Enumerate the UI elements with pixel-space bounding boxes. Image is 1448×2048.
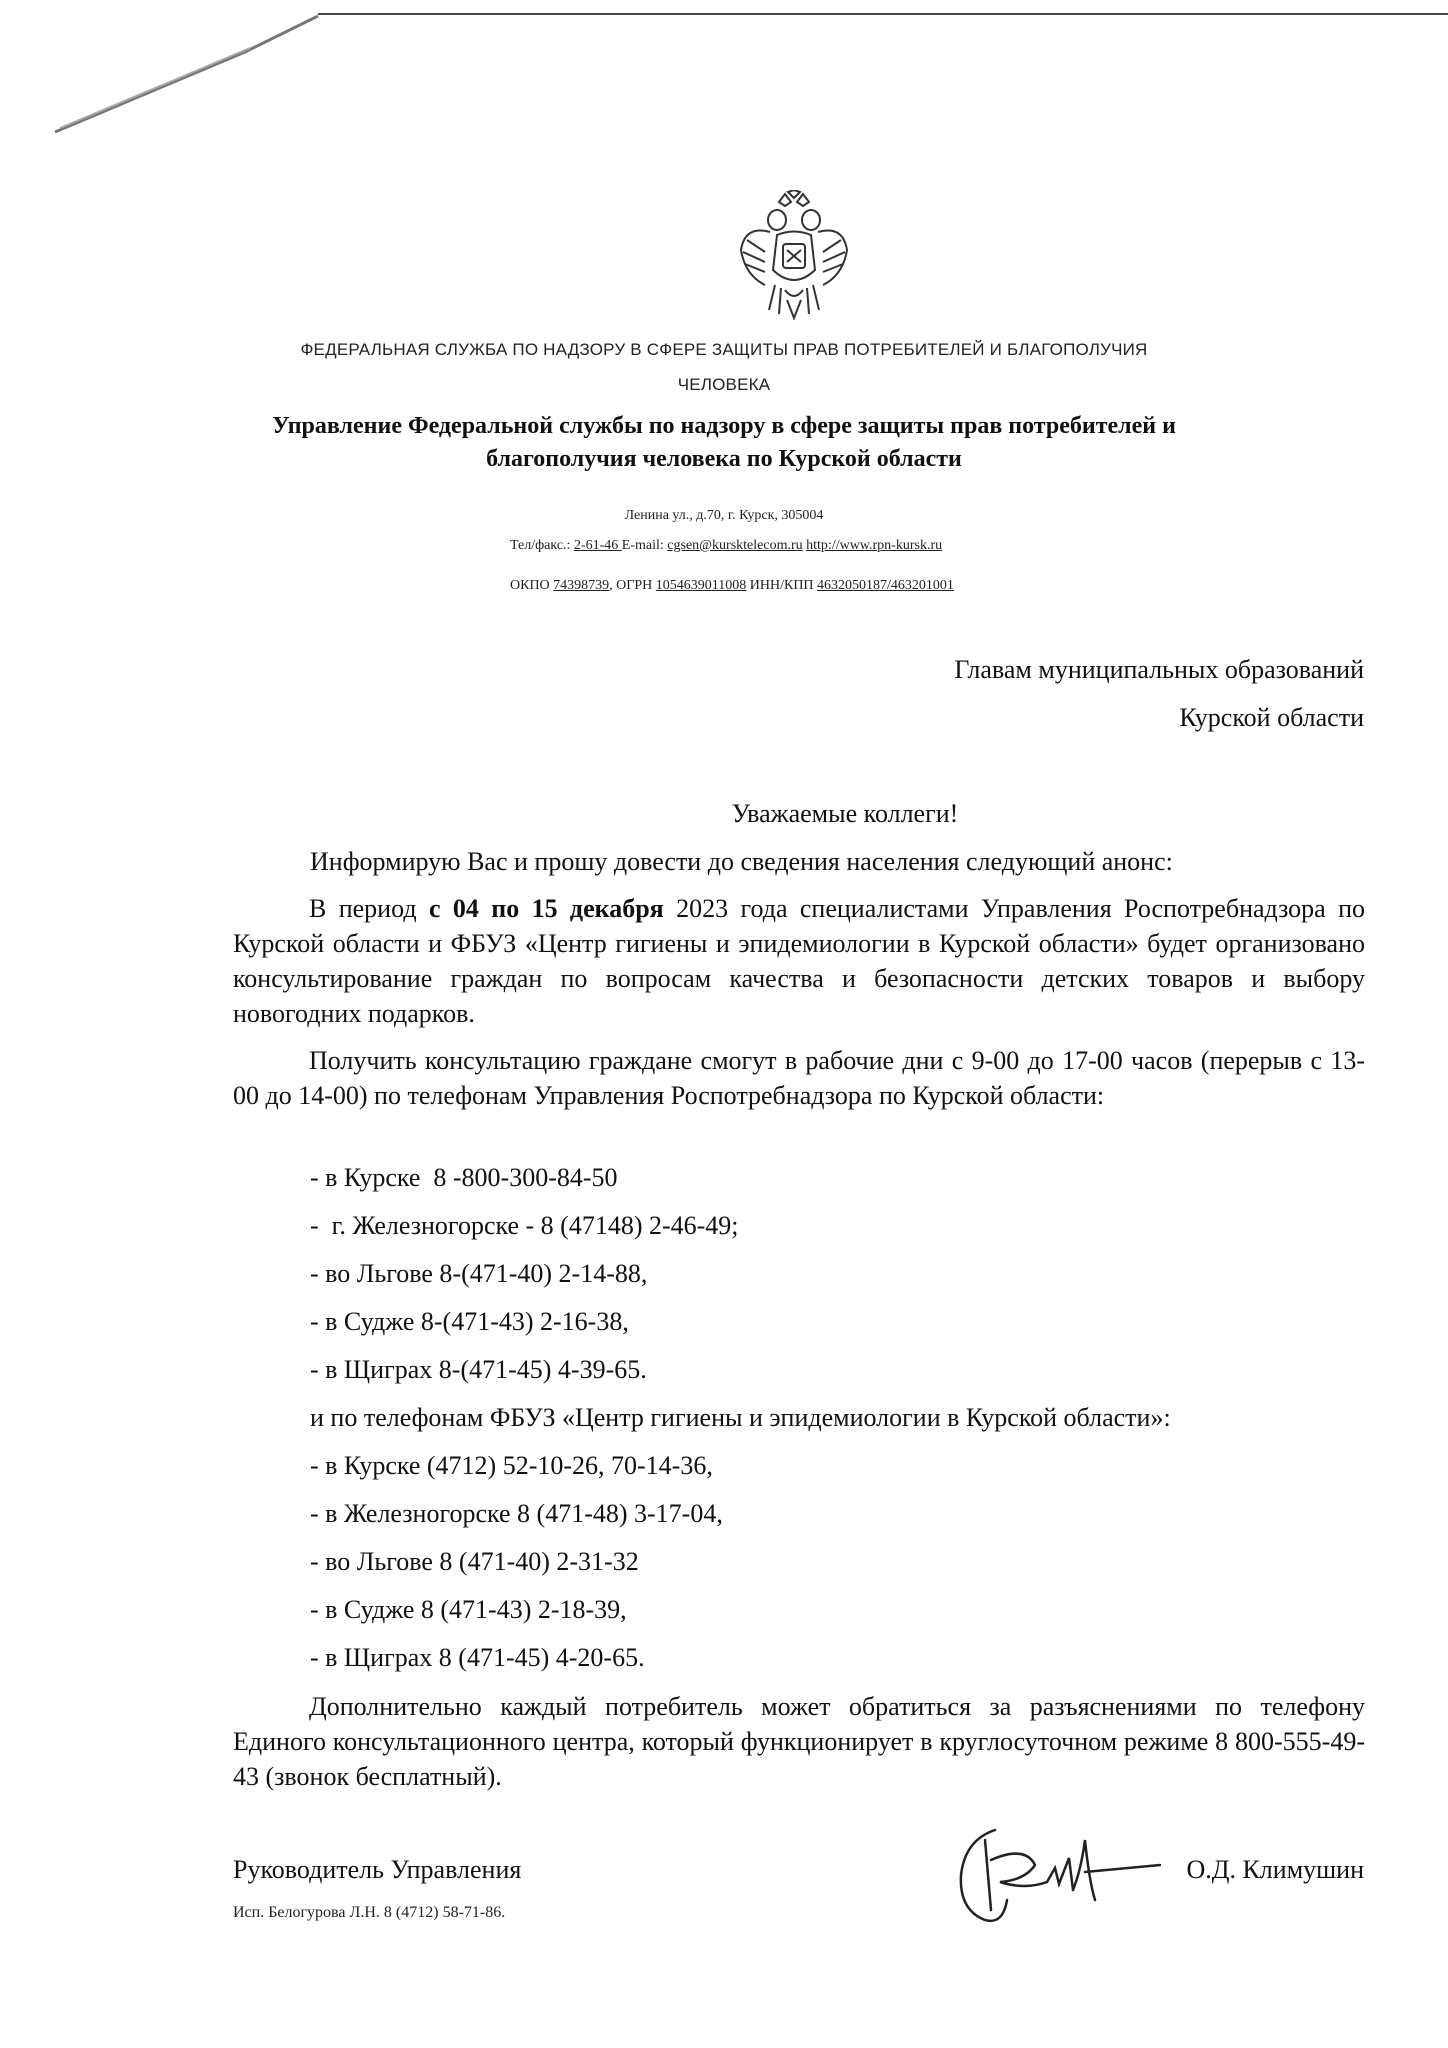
- rpn-phone-4: - в Судже 8-(471-43) 2-16-38,: [310, 1307, 629, 1336]
- email-label: E-mail:: [621, 538, 668, 553]
- inn-label: ИНН/КПП: [746, 578, 818, 593]
- signatory-position: Руководитель Управления: [233, 1855, 522, 1884]
- rpn-phone-5: - в Щиграх 8-(471-45) 4-39-65.: [310, 1355, 647, 1384]
- phone: 2-61-46: [573, 538, 622, 553]
- registration-codes: [510, 578, 954, 594]
- service-name-line1: ФЕДЕРАЛЬНАЯ СЛУЖБА ПО НАДЗОРУ В СФЕРЕ ЗАЩИТЫ ПРАВ ПОТРЕБИТЕЛЕЙ И БЛАГОПОЛУЧИЯ: [300, 340, 1148, 359]
- fbuz-phone-3: - во Льгове 8 (471-40) 2-31-32: [310, 1547, 639, 1576]
- p1-rest: 2023 года специалистами Управления Роспотребнадзора по Курской области и ФБУЗ «Центр гигиены и эпидемиологии в Курской области» будет организовано консультирование граждан по вопросам качества и безопасности детских товаров и выбору новогодних подарков.: [233, 894, 1366, 1028]
- addressee-line2: Курской области: [1179, 703, 1364, 732]
- executor-info: Исп. Белогурова Л.Н. 8 (4712) 58-71-86.: [233, 1904, 506, 1921]
- ogrn-value: 1054639011008: [655, 578, 747, 593]
- addressee-line1: Главам муниципальных образований: [954, 655, 1364, 684]
- intro-paragraph: Информирую Вас и прошу довести до сведения населения следующий анонс:: [310, 847, 1173, 876]
- okpo-value: 74398739: [553, 578, 610, 593]
- rpn-phone-1: - в Курске 8 -800-300-84-50: [310, 1163, 618, 1192]
- announcement-paragraph: [233, 891, 1365, 1031]
- russian-coat-of-arms-icon: [735, 190, 853, 320]
- consultation-paragraph: Получить консультацию граждане смогут в рабочие дни с 9-00 до 17-00 часов (перерыв с 13-00 до 14-00) по телефонам Управления Роспотребнадзора по Курской области:: [233, 1046, 1365, 1110]
- hotline-paragraph: Дополнительно каждый потребитель может обратиться за разъяснениями по телефону Единого консультационного центра, который функционирует в круглосуточном режиме 8 800-555-49-43 (звонок бесплатный).: [233, 1692, 1365, 1791]
- fbuz-phone-2: - в Железногорске 8 (471-48) 3-17-04,: [310, 1499, 723, 1528]
- phone-label: Тел/факс.:: [510, 538, 574, 553]
- scan-edge-artifact: [0, 0, 1448, 160]
- department-name-line1: Управление Федеральной службы по надзору в сфере защиты прав потребителей и: [272, 413, 1176, 439]
- address: Ленина ул., д.70, г. Курск, 305004: [624, 508, 824, 523]
- service-name-line2: ЧЕЛОВЕКА: [677, 375, 771, 394]
- ogrn-label: , ОГРН: [609, 578, 656, 593]
- inn-value: 4632050187/463201001: [817, 578, 954, 593]
- date-range: с 04 по 15 декабря: [428, 894, 664, 923]
- greeting: Уважаемые коллеги!: [731, 799, 959, 828]
- signatory-name: О.Д. Климушин: [1186, 1855, 1364, 1884]
- okpo-label: ОКПО: [510, 578, 554, 593]
- handwritten-signature: [955, 1820, 1165, 1930]
- website-link[interactable]: http://www.rpn-kursk.ru: [806, 538, 943, 553]
- fbuz-phone-4: - в Судже 8 (471-43) 2-18-39,: [310, 1595, 627, 1624]
- email-link[interactable]: cgsen@kursktelecom.ru: [667, 538, 803, 553]
- contact-line: [510, 538, 942, 554]
- fbuz-phone-1: - в Курске (4712) 52-10-26, 70-14-36,: [310, 1451, 713, 1480]
- p1-start: В период: [309, 894, 429, 923]
- fbuz-intro: и по телефонам ФБУЗ «Центр гигиены и эпидемиологии в Курской области»:: [310, 1403, 1171, 1432]
- rpn-phone-2: - г. Железногорске - 8 (47148) 2-46-49;: [310, 1211, 739, 1240]
- rpn-phone-3: - во Льгове 8-(471-40) 2-14-88,: [310, 1259, 648, 1288]
- department-name-line2: благополучия человека по Курской области: [486, 446, 962, 472]
- fbuz-phone-5: - в Щиграх 8 (471-45) 4-20-65.: [310, 1643, 645, 1672]
